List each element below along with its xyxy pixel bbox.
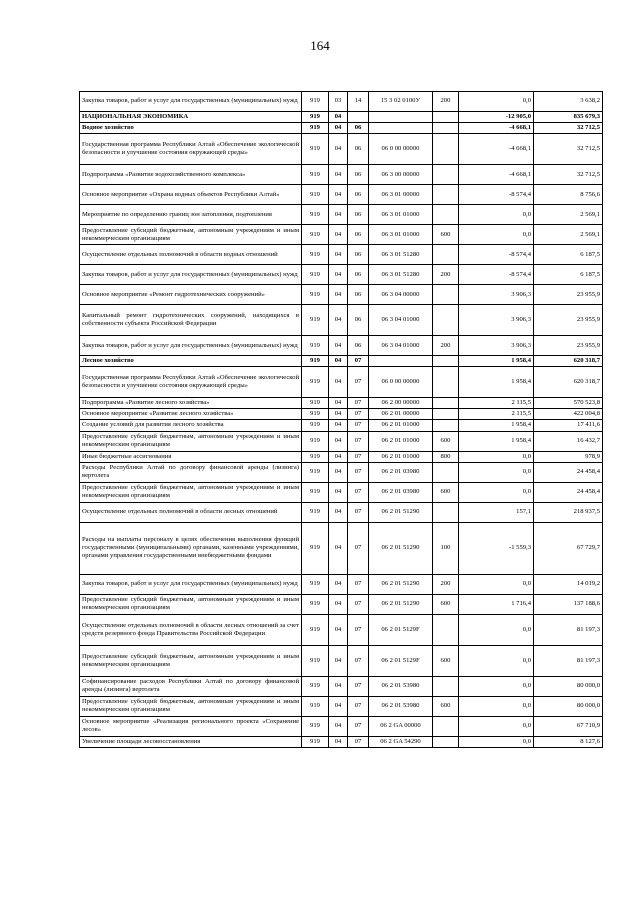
row-grbs-cell: 919 xyxy=(302,305,329,336)
table-row xyxy=(80,614,603,645)
row-name-cell: Государственная программа Республики Алтай «Обеспечение экологической безопасности и улучшение состояния окружающей среды» xyxy=(80,367,302,398)
row-subsection-cell: 07 xyxy=(348,482,369,502)
row-grbs-cell: 919 xyxy=(302,185,329,205)
row-change-cell: 157,1 xyxy=(459,502,534,522)
row-expense-type-cell xyxy=(433,614,459,645)
row-section-cell: 04 xyxy=(329,502,348,522)
row-total-cell: 17 411,6 xyxy=(534,420,603,431)
row-name-cell: Закупка товаров, работ и услуг для государственных (муниципальных) нужд xyxy=(80,336,302,356)
table-row xyxy=(80,225,603,245)
row-section-cell: 04 xyxy=(329,696,348,716)
row-grbs-cell: 919 xyxy=(302,112,329,123)
row-expense-type-cell: 100 xyxy=(433,522,459,574)
row-name-cell: Закупка товаров, работ и услуг для государственных (муниципальных) нужд xyxy=(80,574,302,594)
row-subsection-cell: 07 xyxy=(348,594,369,614)
row-target-article-cell: 06 2 01 53980 xyxy=(369,696,433,716)
row-total-cell: 24 458,4 xyxy=(534,462,603,482)
row-name-cell: Осуществление отдельных полномочий в области лесных отношений xyxy=(80,502,302,522)
row-expense-type-cell xyxy=(433,305,459,336)
row-change-cell: -8 574,4 xyxy=(459,245,534,265)
row-target-article-cell: 06 2 GA 00000 xyxy=(369,716,433,736)
row-expense-type-cell: 200 xyxy=(433,265,459,285)
row-change-cell: -12 905,0 xyxy=(459,112,534,123)
row-total-cell: 32 712,5 xyxy=(534,123,603,134)
row-section-cell: 04 xyxy=(329,522,348,574)
row-expense-type-cell xyxy=(433,676,459,696)
row-target-article-cell: 06 3 01 01000 xyxy=(369,205,433,225)
row-change-cell: 0,0 xyxy=(459,462,534,482)
row-target-article-cell xyxy=(369,123,433,134)
row-change-cell: 0,0 xyxy=(459,736,534,747)
table-row xyxy=(80,594,603,614)
row-subsection-cell: 07 xyxy=(348,409,369,420)
row-section-cell: 04 xyxy=(329,305,348,336)
row-expense-type-cell xyxy=(433,398,459,409)
row-subsection-cell xyxy=(348,112,369,123)
row-total-cell: 80 000,0 xyxy=(534,676,603,696)
row-total-cell: 570 523,8 xyxy=(534,398,603,409)
row-section-cell: 04 xyxy=(329,165,348,185)
row-change-cell: -4 668,1 xyxy=(459,134,534,165)
page-number: 164 xyxy=(310,38,330,53)
row-grbs-cell: 919 xyxy=(302,594,329,614)
row-target-article-cell: 06 2 01 5129F xyxy=(369,645,433,676)
row-subsection-cell: 07 xyxy=(348,716,369,736)
row-grbs-cell: 919 xyxy=(302,420,329,431)
row-target-article-cell: 15 3 02 0100У xyxy=(369,92,433,112)
row-subsection-cell: 07 xyxy=(348,696,369,716)
row-section-cell: 04 xyxy=(329,594,348,614)
row-name-cell: Предоставление субсидий бюджетным, автономным учреждениям и иным некоммерческим организациям xyxy=(80,696,302,716)
row-section-cell: 04 xyxy=(329,431,348,451)
row-name-cell: Закупка товаров, работ и услуг для государственных (муниципальных) нужд xyxy=(80,92,302,112)
row-section-cell: 04 xyxy=(329,451,348,462)
row-expense-type-cell: 600 xyxy=(433,594,459,614)
row-target-article-cell: 06 3 04 00000 xyxy=(369,285,433,305)
row-target-article-cell: 06 3 04 01000 xyxy=(369,336,433,356)
row-name-cell: Увеличение площади лесовосстановления xyxy=(80,736,302,747)
row-target-article-cell: 06 2 01 03980 xyxy=(369,462,433,482)
table-row xyxy=(80,134,603,165)
row-expense-type-cell: 200 xyxy=(433,92,459,112)
row-expense-type-cell xyxy=(433,409,459,420)
row-subsection-cell: 06 xyxy=(348,123,369,134)
row-total-cell: 16 432,7 xyxy=(534,431,603,451)
row-grbs-cell: 919 xyxy=(302,736,329,747)
row-grbs-cell: 919 xyxy=(302,716,329,736)
table-row xyxy=(80,736,603,747)
row-grbs-cell: 919 xyxy=(302,676,329,696)
row-section-cell: 04 xyxy=(329,482,348,502)
row-subsection-cell: 07 xyxy=(348,614,369,645)
row-expense-type-cell xyxy=(433,462,459,482)
row-expense-type-cell: 800 xyxy=(433,451,459,462)
row-name-cell: Мероприятие по определению границ зон затопления, подтопления xyxy=(80,205,302,225)
table-row xyxy=(80,462,603,482)
row-section-cell: 04 xyxy=(329,225,348,245)
row-section-cell: 04 xyxy=(329,185,348,205)
row-target-article-cell: 06 2 01 53980 xyxy=(369,676,433,696)
row-total-cell: 137 188,6 xyxy=(534,594,603,614)
row-subsection-cell: 07 xyxy=(348,420,369,431)
row-name-cell: Предоставление субсидий бюджетным, автономным учреждениям и иным некоммерческим организациям xyxy=(80,431,302,451)
row-subsection-cell: 07 xyxy=(348,574,369,594)
row-change-cell: 0,0 xyxy=(459,696,534,716)
row-change-cell: 0,0 xyxy=(459,676,534,696)
row-target-article-cell: 06 2 01 01000 xyxy=(369,451,433,462)
row-subsection-cell: 07 xyxy=(348,502,369,522)
row-subsection-cell: 07 xyxy=(348,676,369,696)
table-row xyxy=(80,245,603,265)
row-section-cell: 04 xyxy=(329,265,348,285)
row-expense-type-cell xyxy=(433,134,459,165)
row-section-cell: 04 xyxy=(329,614,348,645)
row-target-article-cell: 06 3 01 51280 xyxy=(369,265,433,285)
row-grbs-cell: 919 xyxy=(302,265,329,285)
row-change-cell: -4 668,1 xyxy=(459,165,534,185)
row-name-cell: Государственная программа Республики Алтай «Обеспечение экологической безопасности и улучшение состояния окружающей среды» xyxy=(80,134,302,165)
table-row xyxy=(80,285,603,305)
row-change-cell: 0,0 xyxy=(459,451,534,462)
row-change-cell: 0,0 xyxy=(459,482,534,502)
table-row xyxy=(80,356,603,367)
row-section-cell: 04 xyxy=(329,245,348,265)
row-section-cell: 04 xyxy=(329,645,348,676)
row-grbs-cell: 919 xyxy=(302,451,329,462)
row-name-cell: Основное мероприятие «Реализация регионального проекта «Сохранение лесов» xyxy=(80,716,302,736)
row-name-cell: Капитальный ремонт гидротехнических сооружений, находящихся в собственности субъекта Российской Федерации xyxy=(80,305,302,336)
row-subsection-cell: 07 xyxy=(348,736,369,747)
row-change-cell: 1 958,4 xyxy=(459,356,534,367)
row-grbs-cell: 919 xyxy=(302,462,329,482)
row-name-cell: Расходы Республики Алтай по договору финансовой аренды (лизинга) вертолета xyxy=(80,462,302,482)
table-row xyxy=(80,165,603,185)
row-change-cell: 0,0 xyxy=(459,716,534,736)
row-section-cell: 04 xyxy=(329,736,348,747)
row-expense-type-cell xyxy=(433,285,459,305)
row-target-article-cell: 06 2 01 00000 xyxy=(369,409,433,420)
row-name-cell: Предоставление субсидий бюджетным, автономным учреждениям и иным некоммерческим организациям xyxy=(80,482,302,502)
row-subsection-cell: 07 xyxy=(348,398,369,409)
row-grbs-cell: 919 xyxy=(302,165,329,185)
table-row xyxy=(80,265,603,285)
table-row xyxy=(80,185,603,205)
table-row xyxy=(80,336,603,356)
row-section-cell: 04 xyxy=(329,112,348,123)
row-section-cell: 04 xyxy=(329,134,348,165)
row-name-cell: Предоставление субсидий бюджетным, автономным учреждениям и иным некоммерческим организациям xyxy=(80,225,302,245)
row-grbs-cell: 919 xyxy=(302,356,329,367)
row-expense-type-cell xyxy=(433,420,459,431)
table-row xyxy=(80,696,603,716)
row-grbs-cell: 919 xyxy=(302,205,329,225)
row-expense-type-cell: 200 xyxy=(433,574,459,594)
row-subsection-cell: 07 xyxy=(348,522,369,574)
row-expense-type-cell xyxy=(433,736,459,747)
row-total-cell: 218 937,5 xyxy=(534,502,603,522)
row-change-cell: 1 958,4 xyxy=(459,367,534,398)
row-grbs-cell: 919 xyxy=(302,614,329,645)
row-name-cell: Водное хозяйство xyxy=(80,123,302,134)
row-name-cell: Расходы на выплаты персоналу в целях обеспечения выполнения функций государственными (муниципальными) органами, казенными учреждениями, органами управления государственными внебюджетными фондами xyxy=(80,522,302,574)
row-name-cell: Основное мероприятие «Развитие лесного хозяйства» xyxy=(80,409,302,420)
row-expense-type-cell: 600 xyxy=(433,225,459,245)
table-row xyxy=(80,112,603,123)
row-change-cell: 1 716,4 xyxy=(459,594,534,614)
row-target-article-cell: 06 2 01 01000 xyxy=(369,420,433,431)
row-section-cell: 04 xyxy=(329,420,348,431)
row-subsection-cell: 06 xyxy=(348,185,369,205)
row-target-article-cell: 06 2 00 00000 xyxy=(369,398,433,409)
row-name-cell: Создание условий для развития лесного хозяйства xyxy=(80,420,302,431)
row-section-cell: 04 xyxy=(329,409,348,420)
row-name-cell: Закупка товаров, работ и услуг для государственных (муниципальных) нужд xyxy=(80,265,302,285)
budget-table xyxy=(79,91,603,748)
row-name-cell: Подпрограмма «Развитие лесного хозяйства» xyxy=(80,398,302,409)
row-section-cell: 04 xyxy=(329,123,348,134)
table-row xyxy=(80,502,603,522)
row-change-cell: 0,0 xyxy=(459,92,534,112)
row-expense-type-cell xyxy=(433,245,459,265)
row-change-cell: 0,0 xyxy=(459,614,534,645)
row-change-cell: 1 958,4 xyxy=(459,420,534,431)
row-total-cell: 620 318,7 xyxy=(534,367,603,398)
row-name-cell: НАЦИОНАЛЬНАЯ ЭКОНОМИКА xyxy=(80,112,302,123)
row-name-cell: Предоставление субсидий бюджетным, автономным учреждениям и иным некоммерческим организациям xyxy=(80,645,302,676)
table-row xyxy=(80,716,603,736)
row-section-cell: 04 xyxy=(329,205,348,225)
table-row xyxy=(80,205,603,225)
row-expense-type-cell xyxy=(433,165,459,185)
row-change-cell: -8 574,4 xyxy=(459,265,534,285)
row-section-cell: 04 xyxy=(329,574,348,594)
row-change-cell: 0,0 xyxy=(459,205,534,225)
row-target-article-cell: 06 3 01 51280 xyxy=(369,245,433,265)
row-total-cell: 6 187,5 xyxy=(534,245,603,265)
row-change-cell: 0,0 xyxy=(459,574,534,594)
table-row xyxy=(80,574,603,594)
row-expense-type-cell xyxy=(433,716,459,736)
row-name-cell: Лесное хозяйство xyxy=(80,356,302,367)
row-total-cell: 32 712,5 xyxy=(534,134,603,165)
row-change-cell: 2 115,5 xyxy=(459,398,534,409)
row-subsection-cell: 06 xyxy=(348,245,369,265)
row-total-cell: 32 712,5 xyxy=(534,165,603,185)
row-expense-type-cell xyxy=(433,185,459,205)
row-grbs-cell: 919 xyxy=(302,502,329,522)
row-target-article-cell: 06 2 GA 54290 xyxy=(369,736,433,747)
row-grbs-cell: 919 xyxy=(302,574,329,594)
table-row xyxy=(80,645,603,676)
row-target-article-cell: 06 3 01 01000 xyxy=(369,225,433,245)
row-grbs-cell: 919 xyxy=(302,645,329,676)
row-section-cell: 04 xyxy=(329,462,348,482)
row-grbs-cell: 919 xyxy=(302,123,329,134)
row-section-cell: 03 xyxy=(329,92,348,112)
row-name-cell: Подпрограмма «Развитие водохозяйственного комплекса» xyxy=(80,165,302,185)
row-change-cell: 1 958,4 xyxy=(459,431,534,451)
row-section-cell: 04 xyxy=(329,367,348,398)
row-total-cell: 81 197,3 xyxy=(534,645,603,676)
row-target-article-cell: 06 2 01 51290 xyxy=(369,522,433,574)
table-row xyxy=(80,305,603,336)
row-total-cell: 835 679,3 xyxy=(534,112,603,123)
table-row xyxy=(80,367,603,398)
row-total-cell: 24 458,4 xyxy=(534,482,603,502)
row-subsection-cell: 07 xyxy=(348,645,369,676)
row-grbs-cell: 919 xyxy=(302,431,329,451)
row-change-cell: 0,0 xyxy=(459,225,534,245)
row-total-cell: 67 729,7 xyxy=(534,522,603,574)
row-total-cell: 8 127,6 xyxy=(534,736,603,747)
row-subsection-cell: 06 xyxy=(348,265,369,285)
row-total-cell: 6 187,5 xyxy=(534,265,603,285)
row-total-cell: 422 004,8 xyxy=(534,409,603,420)
row-section-cell: 04 xyxy=(329,356,348,367)
row-name-cell: Осуществление отдельных полномочий в области лесных отношений за счет средств резервного фонда Правительства Российской Федерации xyxy=(80,614,302,645)
row-subsection-cell: 06 xyxy=(348,134,369,165)
row-grbs-cell: 919 xyxy=(302,336,329,356)
row-expense-type-cell xyxy=(433,205,459,225)
row-total-cell: 3 638,2 xyxy=(534,92,603,112)
row-target-article-cell: 06 2 01 51290 xyxy=(369,574,433,594)
row-name-cell: Иные бюджетные ассигнования xyxy=(80,451,302,462)
row-subsection-cell: 06 xyxy=(348,336,369,356)
row-grbs-cell: 919 xyxy=(302,409,329,420)
row-grbs-cell: 919 xyxy=(302,367,329,398)
row-total-cell: 14 019,2 xyxy=(534,574,603,594)
row-subsection-cell: 07 xyxy=(348,451,369,462)
table-row xyxy=(80,451,603,462)
row-grbs-cell: 919 xyxy=(302,482,329,502)
row-target-article-cell: 06 0 00 00000 xyxy=(369,134,433,165)
row-target-article-cell: 06 2 01 5129F xyxy=(369,614,433,645)
row-name-cell: Основное мероприятие «Охрана водных объектов Республики Алтай» xyxy=(80,185,302,205)
table-row xyxy=(80,123,603,134)
row-grbs-cell: 919 xyxy=(302,696,329,716)
row-grbs-cell: 919 xyxy=(302,245,329,265)
row-expense-type-cell: 600 xyxy=(433,431,459,451)
row-total-cell: 67 710,9 xyxy=(534,716,603,736)
row-expense-type-cell: 600 xyxy=(433,645,459,676)
row-total-cell: 23 955,9 xyxy=(534,336,603,356)
row-change-cell: -4 668,1 xyxy=(459,123,534,134)
table-row xyxy=(80,398,603,409)
row-target-article-cell: 06 0 00 00000 xyxy=(369,367,433,398)
row-subsection-cell: 06 xyxy=(348,305,369,336)
row-section-cell: 04 xyxy=(329,285,348,305)
row-grbs-cell: 919 xyxy=(302,398,329,409)
row-expense-type-cell: 600 xyxy=(433,696,459,716)
row-target-article-cell: 06 3 04 01000 xyxy=(369,305,433,336)
row-grbs-cell: 919 xyxy=(302,522,329,574)
row-total-cell: 8 756,6 xyxy=(534,185,603,205)
row-name-cell: Софинансирование расходов Республики Алтай по договору финансовой аренды (лизинга) вертолета xyxy=(80,676,302,696)
row-expense-type-cell xyxy=(433,367,459,398)
table-row xyxy=(80,482,603,502)
row-expense-type-cell xyxy=(433,356,459,367)
row-expense-type-cell xyxy=(433,112,459,123)
row-section-cell: 04 xyxy=(329,398,348,409)
row-target-article-cell: 06 2 01 51290 xyxy=(369,502,433,522)
row-subsection-cell: 06 xyxy=(348,205,369,225)
row-subsection-cell: 06 xyxy=(348,285,369,305)
row-grbs-cell: 919 xyxy=(302,285,329,305)
row-target-article-cell: 06 3 00 00000 xyxy=(369,165,433,185)
row-change-cell: -1 559,3 xyxy=(459,522,534,574)
table-row xyxy=(80,522,603,574)
row-subsection-cell: 06 xyxy=(348,165,369,185)
table-row xyxy=(80,420,603,431)
row-expense-type-cell: 600 xyxy=(433,482,459,502)
row-section-cell: 04 xyxy=(329,716,348,736)
row-name-cell: Основное мероприятие «Ремонт гидротехнических сооружений» xyxy=(80,285,302,305)
row-total-cell: 620 318,7 xyxy=(534,356,603,367)
table-row xyxy=(80,92,603,112)
row-subsection-cell: 07 xyxy=(348,356,369,367)
table-row xyxy=(80,431,603,451)
row-subsection-cell: 07 xyxy=(348,431,369,451)
row-subsection-cell: 14 xyxy=(348,92,369,112)
row-subsection-cell: 06 xyxy=(348,225,369,245)
row-total-cell: 978,9 xyxy=(534,451,603,462)
row-change-cell: 0,0 xyxy=(459,645,534,676)
row-subsection-cell: 07 xyxy=(348,462,369,482)
row-change-cell: 3 906,3 xyxy=(459,285,534,305)
row-grbs-cell: 919 xyxy=(302,92,329,112)
row-target-article-cell: 06 2 01 01000 xyxy=(369,431,433,451)
row-change-cell: 3 906,3 xyxy=(459,336,534,356)
row-expense-type-cell xyxy=(433,502,459,522)
row-change-cell: 3 906,3 xyxy=(459,305,534,336)
row-target-article-cell xyxy=(369,356,433,367)
row-grbs-cell: 919 xyxy=(302,225,329,245)
row-change-cell: 2 115,5 xyxy=(459,409,534,420)
row-total-cell: 2 569,1 xyxy=(534,225,603,245)
row-section-cell: 04 xyxy=(329,676,348,696)
row-target-article-cell: 06 2 01 03980 xyxy=(369,482,433,502)
row-total-cell: 80 000,0 xyxy=(534,696,603,716)
table-row xyxy=(80,676,603,696)
row-section-cell: 04 xyxy=(329,336,348,356)
row-grbs-cell: 919 xyxy=(302,134,329,165)
row-target-article-cell: 06 2 01 51290 xyxy=(369,594,433,614)
row-target-article-cell xyxy=(369,112,433,123)
row-name-cell: Осуществление отдельных полномочий в области водных отношений xyxy=(80,245,302,265)
table-row xyxy=(80,409,603,420)
row-expense-type-cell: 200 xyxy=(433,336,459,356)
row-change-cell: -8 574,4 xyxy=(459,185,534,205)
row-total-cell: 23 955,9 xyxy=(534,305,603,336)
row-expense-type-cell xyxy=(433,123,459,134)
row-total-cell: 23 955,9 xyxy=(534,285,603,305)
row-total-cell: 81 197,3 xyxy=(534,614,603,645)
row-total-cell: 2 569,1 xyxy=(534,205,603,225)
row-target-article-cell: 06 3 01 00000 xyxy=(369,185,433,205)
row-subsection-cell: 07 xyxy=(348,367,369,398)
row-name-cell: Предоставление субсидий бюджетным, автономным учреждениям и иным некоммерческим организациям xyxy=(80,594,302,614)
